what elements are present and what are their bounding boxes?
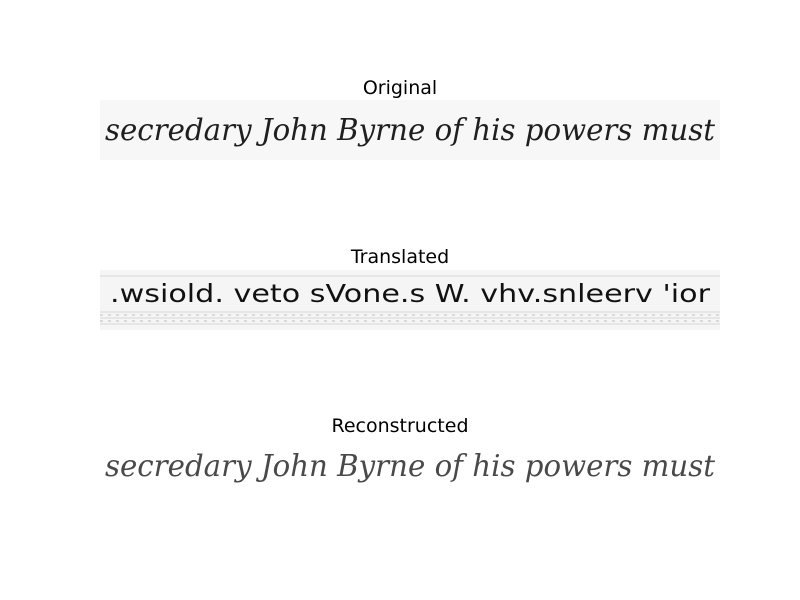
reconstructed-handwriting [100, 438, 720, 498]
reconstructed-text: secredary John Byrne of his powers must [105, 449, 716, 484]
translated-text: .wsiold. veto sVone.s W. vhv.snleerv 'ior [110, 279, 711, 308]
original-image [100, 100, 720, 160]
original-handwriting [100, 100, 720, 160]
translated-rendering [100, 270, 720, 330]
translated-image [100, 270, 720, 330]
reconstructed-image [100, 438, 720, 498]
original-text: secredary John Byrne of his powers must [105, 113, 716, 148]
reconstructed-title: Reconstructed [331, 415, 469, 437]
original-title: Original [362, 77, 438, 99]
translated-title: Translated [350, 246, 450, 268]
